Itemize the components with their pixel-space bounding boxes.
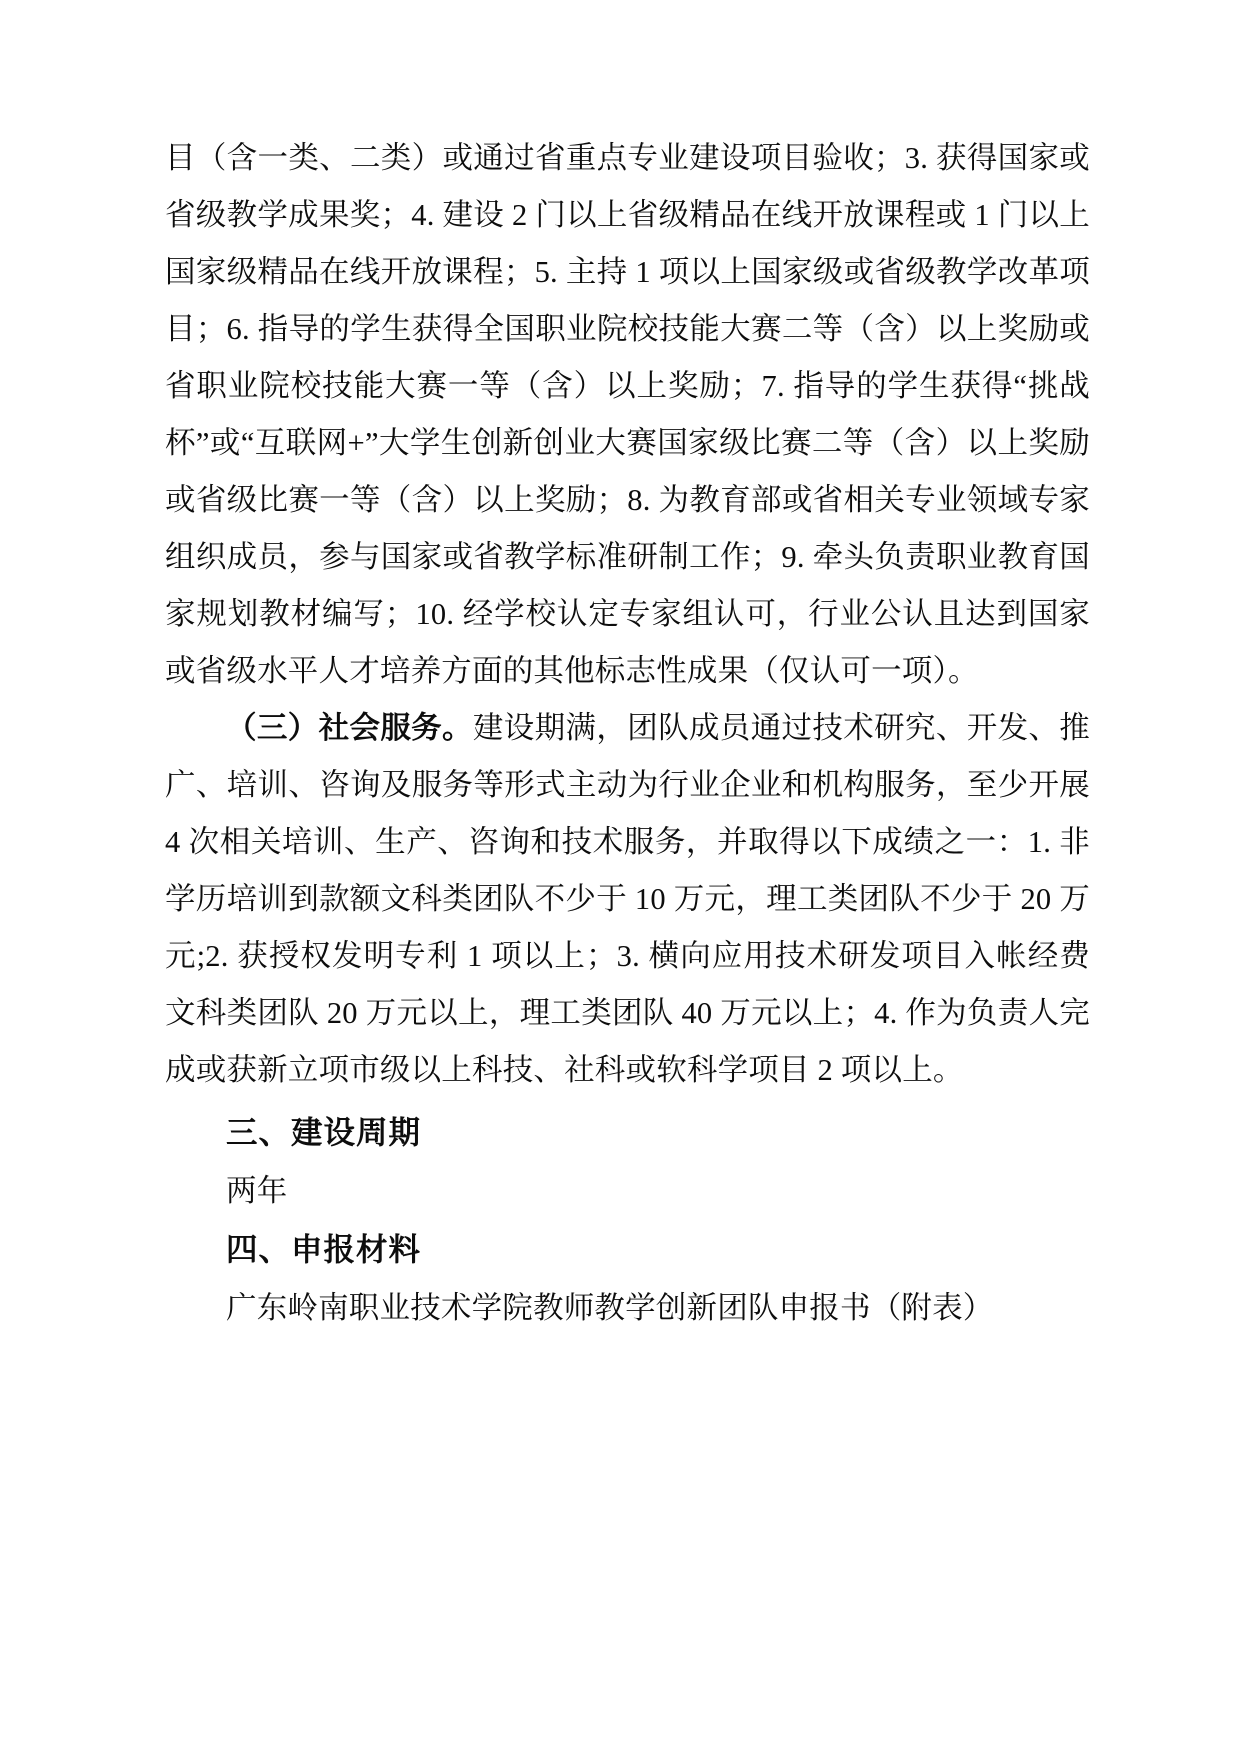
section-three-content: 两年 <box>226 1174 288 1208</box>
paragraph-social-service <box>165 700 1090 1099</box>
section-heading-three: 三、建设周期 <box>226 1115 422 1150</box>
paragraph-continued-criteria: 目（含一类、二类）或通过省重点专业建设项目验收；3. 获得国家或省级教学成果奖；4. 建设 2 门以上省级精品在线开放课程或 1 门以上国家级精品在线开放课程；5. 主持 1 项以上国家级或省级教学改革项目；6. 指导的学生获得全国职业院校技能大赛二等（含）以上奖励或省职业院校技能大赛一等（含）以上奖励；7. 指导的学生获得“挑战杯”或“互联网+”大学生创新创业大赛国家级比赛二等（含）以上奖励或省级比赛一等（含）以上奖励；8. 为教育部或省相关专业领域专家组织成员，参与国家或省教学标准研制工作；9. 牵头负责职业教育国家规划教材编写；10. 经学校认定专家组认可，行业公认且达到国家或省级水平人才培养方面的其他标志性成果（仅认可一项）。 <box>165 141 1090 688</box>
document-body <box>165 130 1090 1337</box>
section-four-content: 广东岭南职业技术学院教师教学创新团队申报书（附表） <box>226 1291 994 1325</box>
section-heading-four: 四、申报材料 <box>226 1232 422 1267</box>
subsection-heading-social-service: （三）社会服务。 <box>226 711 473 745</box>
paragraph-social-service-text: 建设期满，团队成员通过技术研究、开发、推广、培训、咨询及服务等形式主动为行业企业和机构服务，至少开展 4 次相关培训、生产、咨询和技术服务，并取得以下成绩之一：1. 非学历培训到款额文科类团队不少于 10 万元，理工类团队不少于 20 万元;2. 获授权发明专利 1 项以上；3. 横向应用技术研发项目入帐经费文科类团队 20 万元以上，理工类团队 40 万元以上；4. 作为负责人完成或获新立项市级以上科技、社科或软科学项目 2 项以上。 <box>165 711 1090 1087</box>
